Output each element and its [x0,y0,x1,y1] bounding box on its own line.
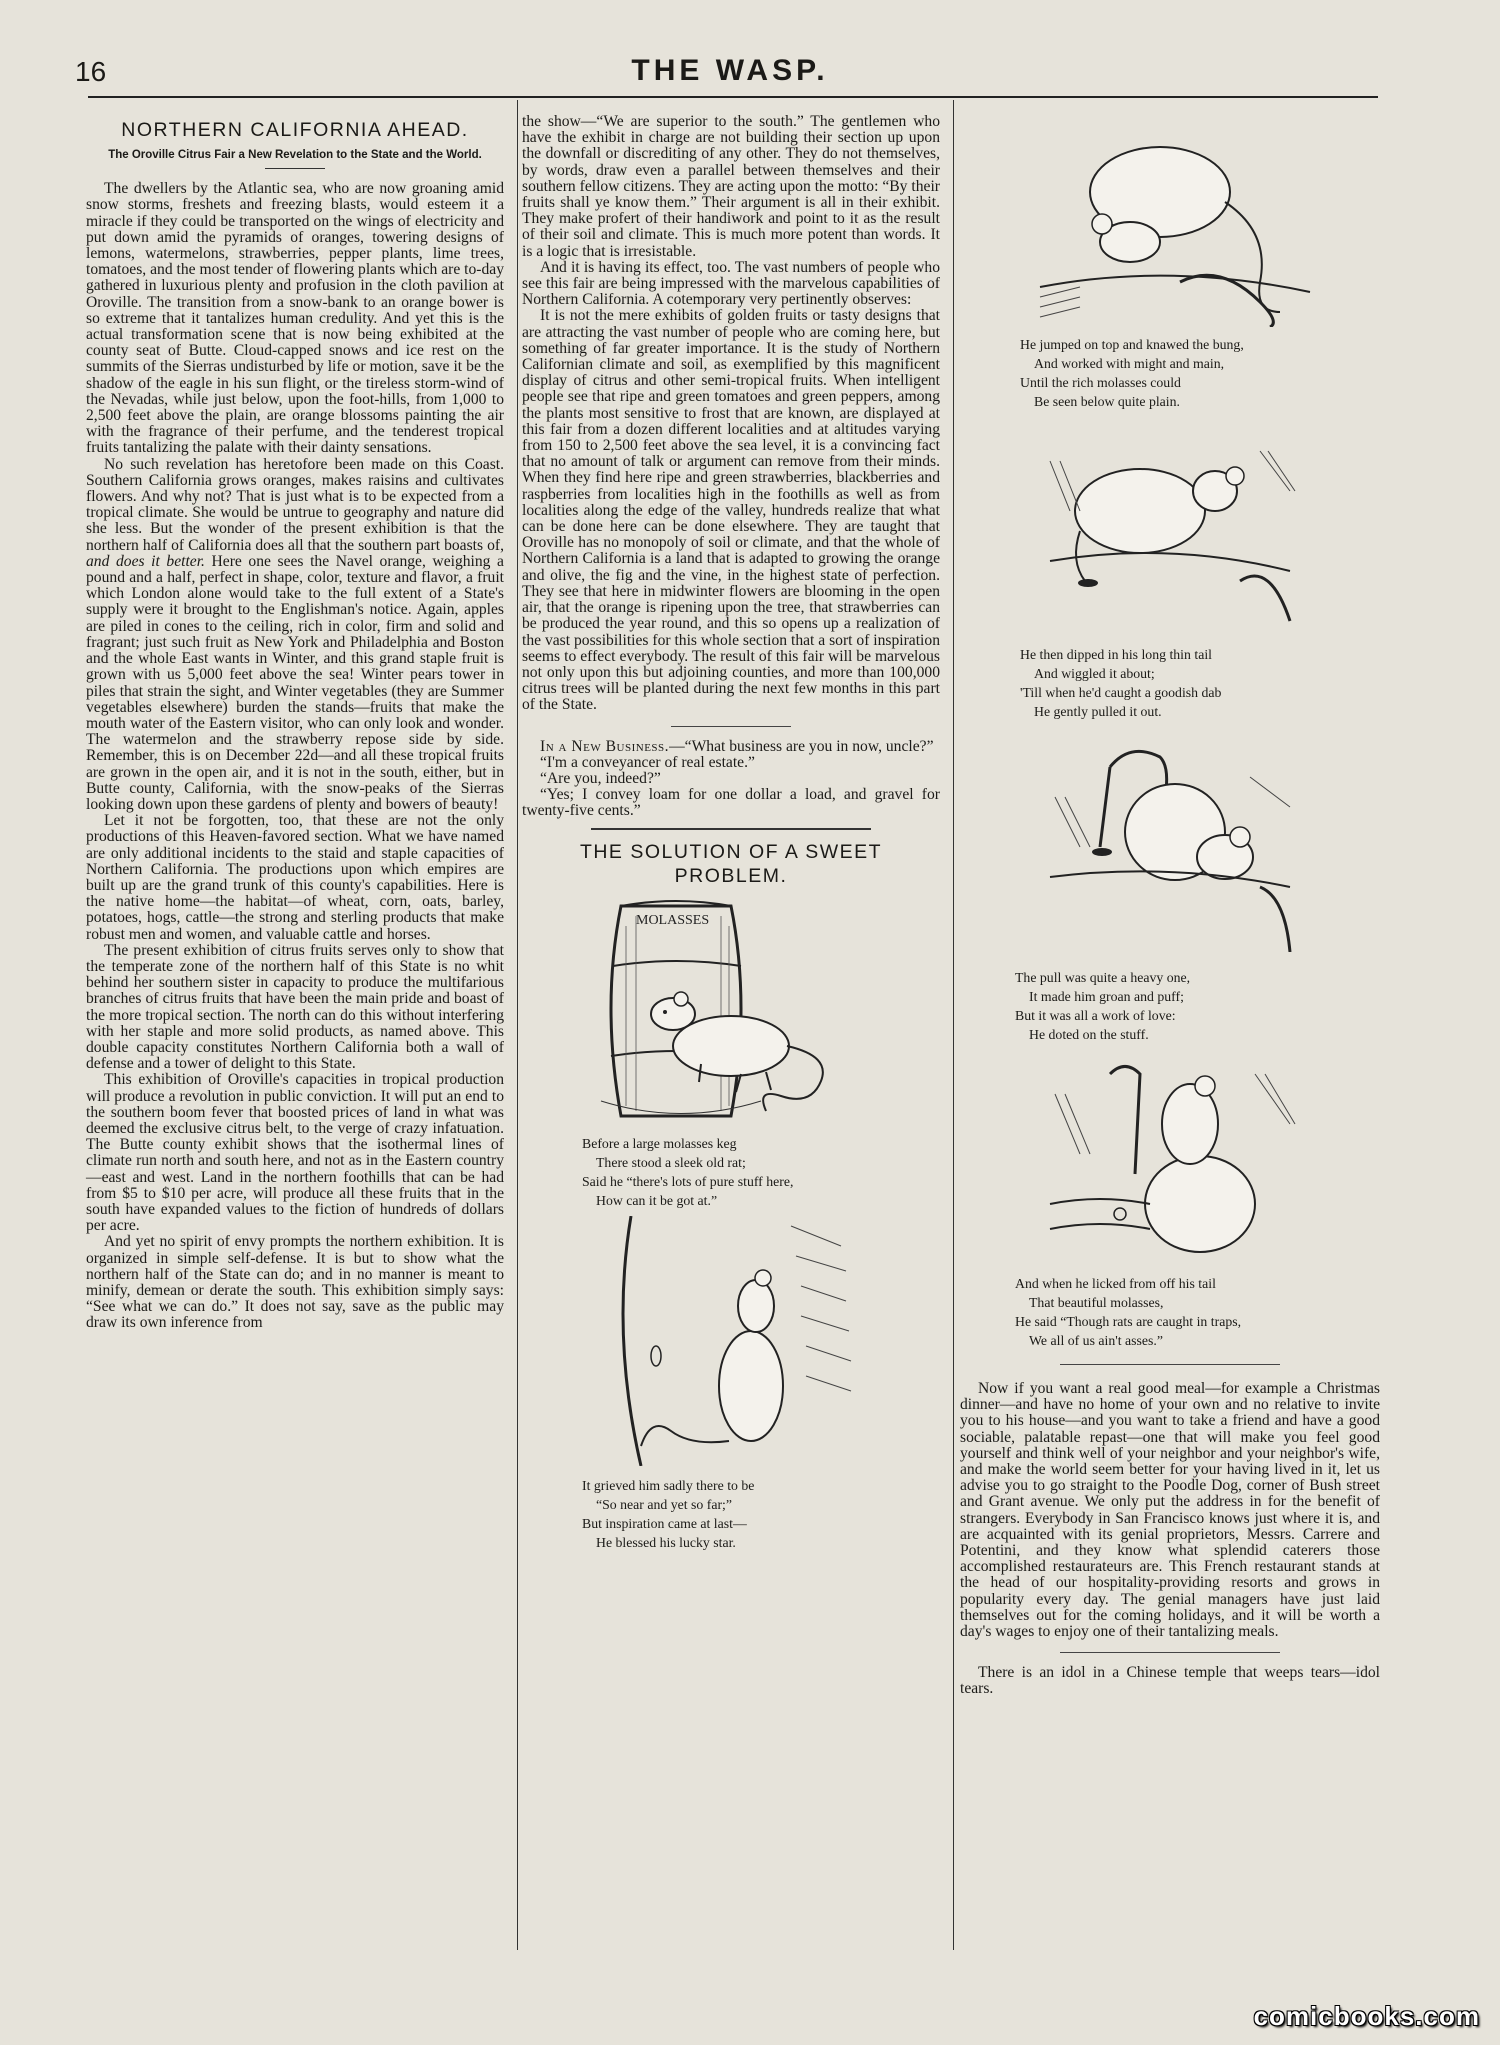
joke-line: “I'm a conveyancer of real estate.” [540,753,755,771]
stanza-2: It grieved him sadly there to be “So near and yet so far;” But inspiration came at last— He blessed his lucky star. [582,1477,755,1550]
column-1 [86,112,504,1332]
poem-title: THE SOLUTION OF A SWEET PROBLEM. [579,840,883,887]
rat-dipping-tail-illustration [1040,431,1300,631]
rat-pulling-tail-illustration [1040,737,1300,952]
section-rule [1060,1652,1280,1653]
emphasis-text: and does it better. [86,552,205,570]
rat-licking-tail-illustration [1040,1054,1300,1264]
article-paragraph: The present exhibition of citrus fruits serves only to show that the temperate zone of the northern half of this State is no whit behind her southern sister in capacity to produce the multifarious branches of citrus fruits that have been the main pride and boast of the more tropical section. The north can do this without interfering with her staple and more solid products, as named above. This double capacity constitutes Northern California both a wall of defense and a tower of delight to this State. [86,941,504,1073]
column-rule-1 [517,100,518,1950]
stanza-6: And when he licked from off his tail That beautiful molasses, He said “Though rats are caught in traps, We all of us ain't asses.” [1015,1276,1242,1348]
header-rule [88,96,1378,98]
section-rule [1060,1364,1280,1365]
stanza-5: The pull was quite a heavy one, It made him groan and puff; But it was all a work of love: He doted on the stuff. [1015,970,1191,1042]
article-paragraph: The dwellers by the Atlantic sea, who are now groaning amid snow storms, freshets and freezing blasts, would esteem it a miracle if they could be transported on the wings of electricity and put down amid the pyramids of oranges, towering designs of lemons, watermelons, strawberries, pepper plants, lime trees, tomatoes, and the most tender of flowering plants which are to-day gathered in luxurious plenty and profusion in the cloth pavilion at Oroville. The transition from a snow-bank to an orange bower is so extreme that it tantalizes human credulity. And yet this is the actual transformation scene that is now being exhibited at the county seat of Butte. Cloud-capped snows and ice rest on the summits of the Sierras undisturbed by life or motion, save it be the shadow of the eagle in his sun flight, or the tireless storm-wind of the Nevadas, while just below, upon the foot-hills, from 1,000 to 2,500 feet above the plain, are orange blossoms painting the air with the fragrance of their perfume, and the tenderest tropical fruits tantalizing the palate with their dainty sensations. [86,180,504,457]
article-paragraph: No such revelation has heretofore been made on this Coast. Southern California grows oranges, makes raisins and cultivates flowers. And why not? That is just what is to be expected from a tropical climate. She would be untrue to geography and nature did she less. But the wonder of the present exhibition is that the northern half of California does all that the southern part boasts of, and does it better. Here one sees the Navel orange, weighing a pound and a half, perfect in shape, color, texture and flavor, a fruit which London alone would take to the full extent of a State's supply were it brought to the Englishman's notice. Again, apples are piled in cones to the ceiling, rich in color, firm and solid and fragrant; just such fruit as New York and Philadelphia and Boston and the whole East wants in Winter, and this grand staple fruit is grown with us 5,000 feet above the sea! Winter pears tower in piles that strain the sight, and Winter vegetables (they are Summer vegetables elsewhere) burden the stands—fruits that make the mouth water of the Eastern visitor, who can only look and wonder. The watermelon and the strawberry repose side by side. Remember, this is on December 22d—and all these tropical fruits are grown in the open air, and it is not in the south, either, but in Butte county, California, with the snow-peaks of the Sierras looking down upon these gardens of plenty and bowers of beauty! [86,455,504,813]
article-subtitle: The Oroville Citrus Fair a New Revelation to the State and the World. [108,149,482,162]
column-3 [960,112,1380,1698]
joke-paragraph: In a New Business.—“What business are you in now, uncle?” [540,737,934,755]
poem-rule [591,828,871,830]
joke-line: “Are you, indeed?” [540,769,661,787]
rat-gnawing-bung-illustration [1020,112,1320,327]
rat-keg-illustration [581,896,881,1126]
stanza-4: He then dipped in his long thin tail And wiggled it about; 'Till when he'd caught a goodish dab He gently pulled it out. [1020,647,1222,719]
column-rule-2 [953,100,954,1950]
subtitle-rule [265,168,325,169]
article-paragraph: Let it not be forgotten, too, that these are not the only productions of this Heaven-favored section. What we have named are only additional incidents to the staid and staple capacities of Northern California. The productions upon which empires are built up are the grand trunk of this county's capabilities. Here is the native home—the habitat—of wheat, corn, oats, barley, potatoes, hogs, cattle—the strong and sterling products that make robust men and women, and valuable cattle and horses. [86,812,504,943]
stanza-1: Before a large molasses keg There stood a sleek old rat; Said he “there's lots of pure stuff here, How can it be got at.” [582,1135,794,1208]
article-continuation: And it is having its effect, too. The vast numbers of people who see this fair are being impressed with the marvelous capabilities of Northern California. A cotemporary very pertinently observes: [522,258,940,309]
stanza-3: He jumped on top and knawed the bung, And worked with might and main, Until the rich molasses could Be seen below quite plain. [1020,337,1244,409]
rat-looking-up-illustration [601,1216,861,1466]
joke-lead: In a New Business. [540,737,670,755]
column-2 [522,114,940,1552]
page-number: 16 [75,56,107,87]
joke-line: “Yes; I convey loam for one dollar a load, and gravel for twenty-five cents.” [522,786,940,820]
poodle-dog-ad: Now if you want a real good meal—for example a Christmas dinner—and have no home of your own and no relative to invite you to his house—and you want to take a friend and have a good sociable, palatable repast—one that will make you feel good yourself and think well of your neighbor and your neighbor's wife, and make the world seem better for your having lived in it, let us advise you to go straight to the Poodle Dog, corner of Bush street and Grant avenue. We only put the address in for the benefit of strangers. Everybody in San Francisco knows just where it is, and are acquainted with its genial proprietors, Messrs. Carrere and Potentini, and they know what splendid caterers those accomplished restaurateurs are. This French restaurant stands at the head of our hospitality-providing resorts and grows in popularity every day. The genial managers have just laid themselves out for the coming holidays, and it will be worth a day's wages to enjoy one of their tantalizing meals. [960,1380,1380,1641]
article-continuation: It is not the mere exhibits of golden fruits or tasty designs that are attracting the vast number of people who are coming here, but something of far greater importance. It is the study of Northern Californian climate and soil, as exemplified by this magnificent display of citrus and other semi-tropical fruits. When intelligent people see that ripe and green tomatoes and green peppers, among the plants most sensitive to frost that are known, are displayed at this fair from a dozen different localities and at altitudes varying from 150 to 2,500 feet above the sea level, it is a convincing fact that no amount of talk or argument can remove from their minds. When they find here ripe and green strawberries, blackberries and raspberries from localities high in the foothills as well as from localities along the edge of the valley, hundreds realize that what can be done here can be done elsewhere. They are taught that Oroville has no monopoly of soil or climate, and that the whole of Northern California is a land that is adapted to growing the orange and olive, the fig and the vine, in the highest state of perfection. They see that here in midwinter flowers are blooming in the open air, that the orange is ripening upon the tree, that strawberries can be produced the year round, and this so opens up a realization of the vast possibilities for this whole section that a sort of inspiration seems to effect everybody. The result of this fair will be marvelous not only upon this but adjoining counties, and more than 100,000 citrus trees will be planted during the next few months in this part of the State. [522,307,940,714]
page-header [75,52,1385,92]
keg-label: MOLASSES [636,912,710,928]
article-continuation: the show—“We are superior to the south.” The gentlemen who have the exhibit in charge are not building their section up upon the downfall or discrediting of any other. They do not themselves, by words, draw even a parallel between themselves and their southern fellow citizens. They are acting upon the motto: “By their fruits shall ye know them.” Their argument is all in their exhibit. They make profert of their handiwork and point to it as the result of their soil and climate. This is much more potent than words. It is a logic that is irresistable. [522,113,940,260]
masthead: THE WASP. [631,54,829,87]
site-watermark: comicbooks.com [1253,2001,1480,2031]
article-paragraph: This exhibition of Oroville's capacities in tropical production will produce a revolution in public conviction. It will put an end to the southern boom fever that boosted prices of land in what was deemed the exclusive citrus belt, to the verge of crazy infatuation. The Butte county exhibit shows that the isothermal lines of climate run north and south here, and not as in the Eastern country—east and west. Land in the northern foothills that can be had from $5 to $10 per acre, will produce all these fruits that in the south have expanded values to the fiction of hundreds of dollars per acre. [86,1071,504,1235]
idol-quip: There is an idol in a Chinese temple that weeps tears—idol tears. [960,1664,1380,1698]
section-rule [671,726,791,727]
article-title: NORTHERN CALIFORNIA AHEAD. [121,119,469,141]
article-paragraph: And yet no spirit of envy prompts the northern exhibition. It is organized in simple self-defense. It is but to show what the northern half of the State can do; and in no manner is meant to minify, demean or derate the south. This exhibition simply says: “See what we can do.” It does not say, save as the public may draw its own inference from [86,1233,504,1332]
